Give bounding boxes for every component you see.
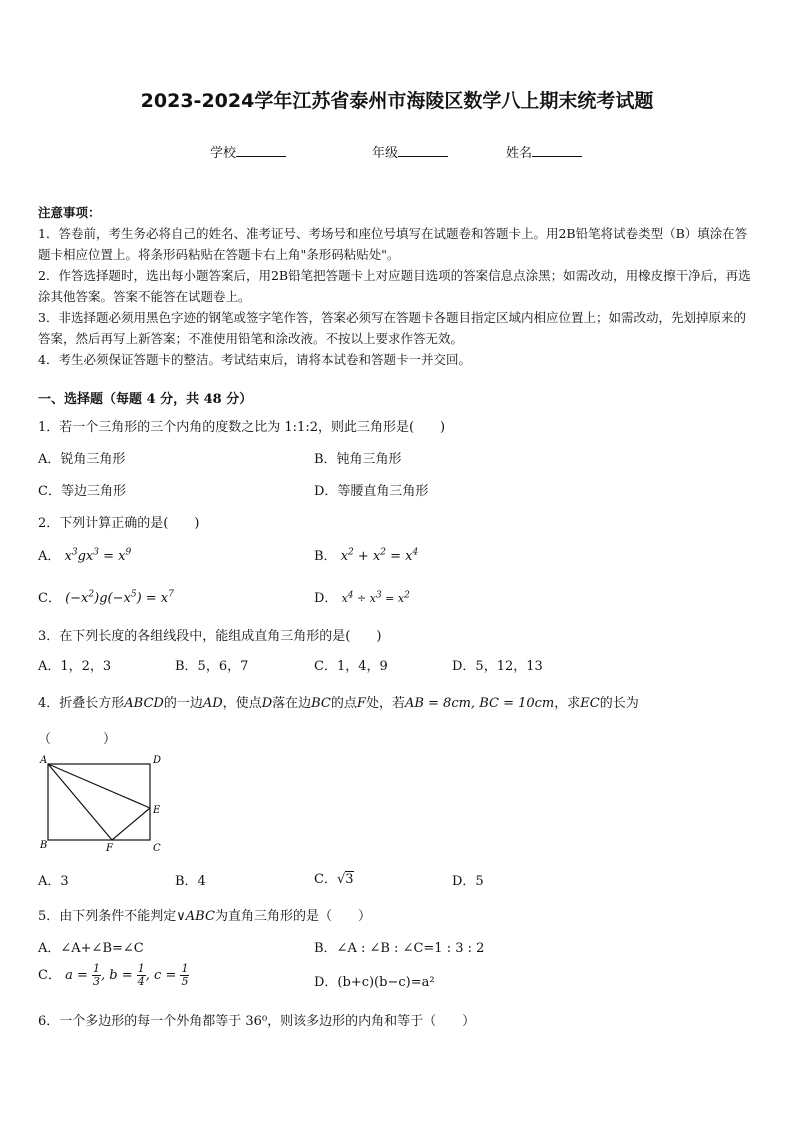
q2-stem: 2．下列计算正确的是( ) — [38, 516, 200, 531]
label-a: A — [40, 755, 48, 766]
q4-figure — [36, 752, 166, 852]
label-d: D — [153, 755, 162, 766]
q5-c-formula: a = $\frac{1}{3}$ , b = $\frac{1}{4}$ , c = $\frac{1}{5}$ — [65, 962, 189, 988]
q4-f: F — [356, 696, 366, 711]
q4-bc: BC — [311, 696, 331, 711]
page-title: 2023-2024学年江苏省泰州市海陵区数学八上期末统考试题 — [140, 90, 654, 112]
notes-item-3: 3．非选择题必须用黑色字迹的钢笔或签字笔作答，答案必须写在答题卡各题目指定区域内相应位置上；如需改动，先划掉原来的答案，然后再写上新答案；不准使用铅笔和涂改液。不按以上要求作答无效。 — [38, 310, 746, 346]
notes-item-2: 2．作答选择题时，选出每小题答案后，用2B铅笔把答题卡上对应题目选项的答案信息点涂黑；如需改动，用橡皮擦干净后，再选涂其他答案。答案不能答在试题卷上。 — [38, 268, 751, 304]
label-f: F — [106, 843, 113, 852]
q4-text-5: 的点 — [330, 696, 357, 711]
q4-d: D — [261, 696, 273, 711]
q5-text-2: 为直角三角形的是（ ） — [214, 909, 371, 924]
sqrt-icon: √ — [336, 872, 346, 887]
q4-abcd: ABCD — [124, 696, 164, 711]
q4-text-3: ，使点 — [222, 696, 262, 711]
q4-text-4: 落在边 — [272, 696, 312, 711]
q2-a-formula: $x^3gx^3 = x^9$ — [64, 547, 132, 564]
q2-d-formula: $x^4 \div x^3 = x^2$ — [341, 590, 410, 605]
q4-option-b: B．4 — [175, 874, 206, 889]
q1-option-a: A．锐角三角形 — [38, 452, 126, 467]
q5-c-label: C． — [38, 968, 61, 983]
q5-option-d: D．(b+c)(b−c)=a² — [314, 975, 435, 990]
q4-condition: AB = 8cm, BC = 10cm — [404, 696, 555, 711]
notes-item-1: 1．答卷前，考生务必将自己的姓名、准考证号、考场号和座位号填写在试题卷和答题卡上。用2B铅笔将试卷类型（B）填涂在答题卡相应位置上。将条形码粘贴在答题卡右上角"条形码粘贴处"。 — [38, 226, 748, 262]
q2-c-label: C． — [38, 591, 61, 606]
q4-option-d: D．5 — [452, 874, 484, 889]
q5-text-1: 5．由下列条件不能判定 — [38, 909, 177, 924]
q4-c-label: C． — [314, 872, 337, 887]
q6-stem: 6．一个多边形的每一个外角都等于 36⁰，则该多边形的内角和等于（ ） — [38, 1014, 476, 1029]
q2-b-label: B． — [314, 549, 337, 564]
q1-stem: 1．若一个三角形的三个内角的度数之比为 1:1:2，则此三角形是( ) — [38, 420, 446, 435]
label-e: E — [153, 805, 161, 816]
q1-option-b: B．钝角三角形 — [314, 452, 402, 467]
q2-a-label: A． — [38, 549, 61, 564]
q3-option-d: D．5，12，13 — [452, 659, 543, 674]
q3-stem: 3．在下列长度的各组线段中，能组成直角三角形的是( ) — [38, 629, 382, 644]
segment-ae — [48, 764, 150, 808]
q3-option-a: A．1，2，3 — [38, 659, 112, 674]
q2-c-formula: $(-x^2)g(-x^5) = x^7$ — [65, 589, 174, 606]
q4-paren: （ ） — [38, 732, 117, 747]
school-field — [210, 142, 286, 161]
q4-c-radicand: 3 — [345, 872, 354, 887]
school-blank — [236, 144, 286, 157]
name-label: 姓名 — [506, 146, 533, 161]
q5-option-c — [38, 963, 189, 988]
q2-option-b — [314, 545, 418, 564]
q4-text-8: 的长为 — [599, 696, 639, 711]
q5-option-a: A．∠A+∠B=∠C — [38, 941, 144, 956]
notes-item-4: 4．考生必须保证答题卡的整洁。考试结束后，请将本试卷和答题卡一并交回。 — [38, 352, 471, 367]
q5-stem — [38, 905, 371, 924]
q1-option-c: C．等边三角形 — [38, 484, 126, 499]
q2-b-formula: $x^2 + x^2 = x^4$ — [340, 547, 419, 564]
q4-option-c — [314, 868, 354, 887]
q2-option-a — [38, 545, 131, 564]
segment-fe — [112, 808, 150, 840]
school-label: 学校 — [210, 146, 237, 161]
q3-option-b: B．5，6，7 — [175, 659, 249, 674]
grade-blank — [398, 144, 448, 157]
grade-field — [372, 142, 448, 161]
q4-text-7: ，求 — [554, 696, 581, 711]
notes-block — [38, 202, 758, 370]
segment-af — [48, 764, 112, 840]
q4-text-1: 4．折叠长方形 — [38, 696, 125, 711]
q5-triangle: ∨ABC — [176, 909, 215, 924]
q2-option-d — [314, 587, 410, 606]
q2-d-label: D． — [314, 591, 338, 606]
q2-option-c — [38, 587, 174, 606]
section-heading: 一、选择题（每题 4 分，共 48 分） — [38, 392, 253, 407]
q3-option-c: C．1，4，9 — [314, 659, 388, 674]
q4-text-2: 的一边 — [163, 696, 203, 711]
grade-label: 年级 — [372, 146, 399, 161]
q5-option-b: B．∠A : ∠B : ∠C=1 : 3 : 2 — [314, 941, 485, 956]
q4-stem — [38, 692, 639, 711]
name-blank — [532, 144, 582, 157]
q4-ad: AD — [202, 696, 223, 711]
q4-text-6: 处，若 — [365, 696, 405, 711]
label-b: B — [40, 840, 48, 851]
name-field — [506, 142, 582, 161]
q4-option-a: A．3 — [38, 874, 69, 889]
label-c: C — [153, 843, 161, 852]
q4-ec: EC — [580, 696, 600, 711]
q1-option-d: D．等腰直角三角形 — [314, 484, 429, 499]
notes-heading: 注意事项： — [38, 205, 101, 220]
